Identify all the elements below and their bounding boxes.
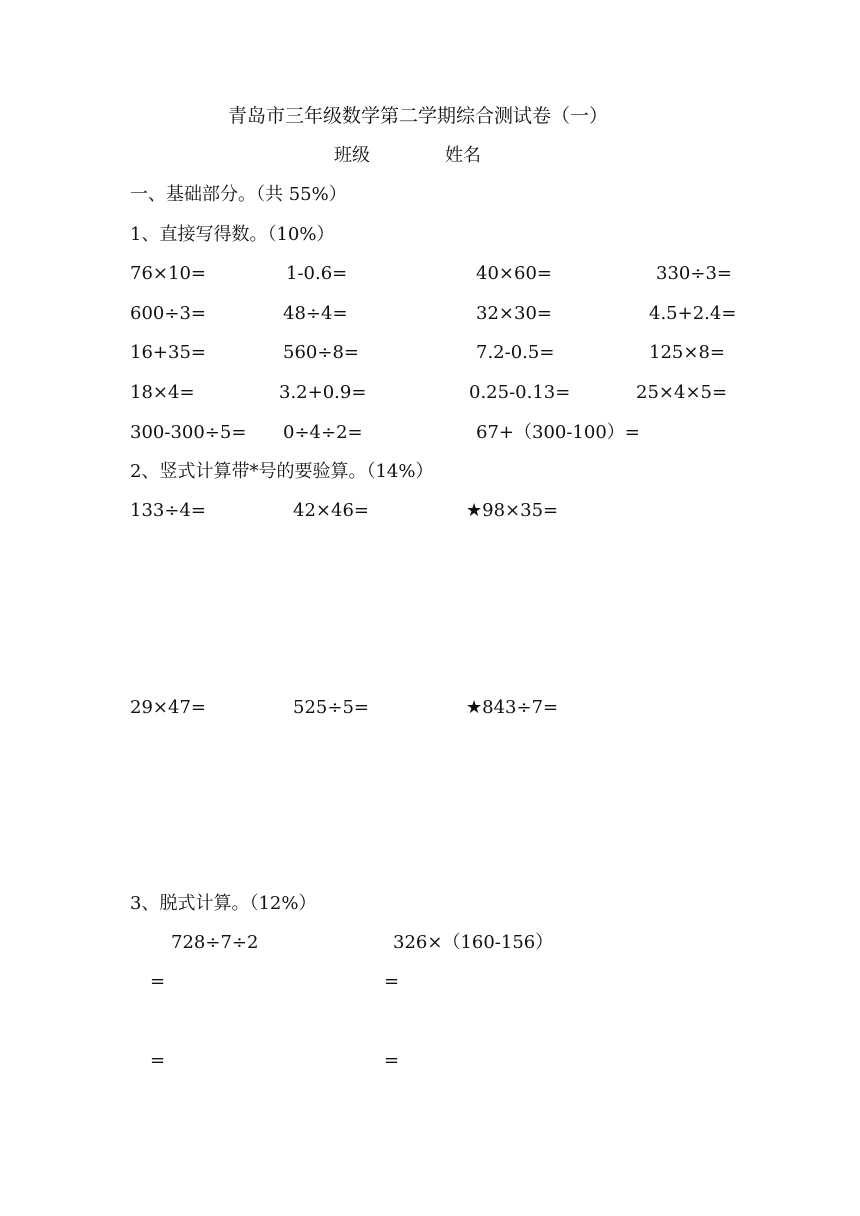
q2-problem: 133÷4= [130, 500, 206, 521]
q1-problem: 600÷3= [130, 303, 206, 324]
q1-problem: 300-300÷5= [130, 422, 247, 443]
q1-problem: 25×4×5= [636, 382, 728, 403]
q1-problem: 48÷4= [283, 303, 348, 324]
q1-problem: 3.2+0.9= [279, 382, 367, 403]
q3-equals: = [384, 971, 400, 992]
class-label: 班级 [334, 145, 370, 166]
q3-equals: = [150, 1050, 166, 1071]
q1-problem: 4.5+2.4= [649, 303, 737, 324]
q3-heading: 3、脱式计算。（12%） [130, 893, 317, 914]
q3-equals: = [150, 971, 166, 992]
q1-problem: 40×60= [476, 263, 552, 284]
q1-problem: 1-0.6= [286, 263, 348, 284]
q2-problem: ★98×35= [466, 500, 559, 521]
name-label: 姓名 [445, 145, 481, 166]
q2-problem: 29×47= [130, 697, 206, 718]
q2-heading: 2、竖式计算带*号的要验算。（14%） [130, 461, 434, 482]
q2-problem: 525÷5= [293, 697, 369, 718]
q1-problem: 67+（300-100）= [476, 422, 640, 443]
q1-heading: 1、直接写得数。（10%） [130, 224, 335, 245]
q3-expression: 728÷7÷2 [171, 932, 259, 953]
q2-problem: 42×46= [293, 500, 369, 521]
q3-equals: = [384, 1050, 400, 1071]
q1-problem: 560÷8= [283, 342, 359, 363]
q1-problem: 18×4= [130, 382, 195, 403]
q1-problem: 76×10= [130, 263, 206, 284]
page-title: 青岛市三年级数学第二学期综合测试卷（一） [228, 105, 609, 127]
q1-problem: 125×8= [649, 342, 725, 363]
q1-problem: 0÷4÷2= [283, 422, 363, 443]
section-basic-heading: 一、基础部分。（共 55%） [130, 184, 347, 205]
q1-problem: 16+35= [130, 342, 206, 363]
q1-problem: 7.2-0.5= [476, 342, 555, 363]
q1-problem: 32×30= [476, 303, 552, 324]
q2-problem: ★843÷7= [466, 697, 559, 718]
q1-problem: 0.25-0.13= [469, 382, 571, 403]
q1-problem: 330÷3= [656, 263, 732, 284]
q3-expression: 326×（160-156） [393, 932, 554, 953]
